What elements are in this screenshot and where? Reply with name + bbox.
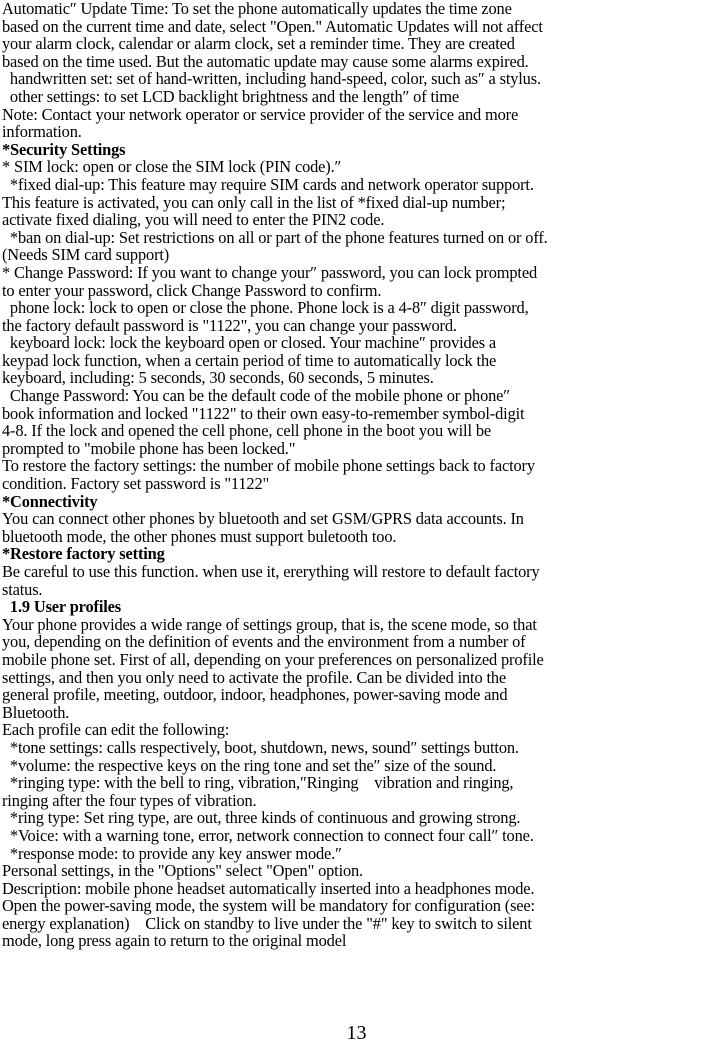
text-line: Description: mobile phone headset automatically inserted into a headphones mode. xyxy=(2,878,535,898)
text-line: mobile phone set. First of all, depending on your preferences on personalized profile xyxy=(2,649,544,669)
text-line: phone lock: lock to open or close the phone. Phone lock is a 4-8″ digit password, xyxy=(2,298,529,318)
page-number: 13 xyxy=(346,1022,367,1044)
text-line: Note: Contact your network operator or service provider of the service and more xyxy=(2,104,519,124)
text-line: 4-8. If the lock and opened the cell phone, cell phone in the boot you will be xyxy=(2,421,491,441)
text-line: Each profile can edit the following: xyxy=(2,720,230,740)
text-line: Bluetooth. xyxy=(2,702,70,722)
text-line: *ban on dial-up: Set restrictions on all or part of the phone features turned on or off. xyxy=(2,227,548,247)
text-line: Personal settings, in the "Options" select "Open" option. xyxy=(2,861,364,881)
text-line: * SIM lock: open or close the SIM lock (PIN code).″ xyxy=(2,157,342,177)
text-line: (Needs SIM card support) xyxy=(2,245,170,265)
text-line: *ringing type: with the bell to ring, vibration,″Ringing vibration and ringing, xyxy=(2,773,514,793)
text-line: This feature is activated, you can only call in the list of *fixed dial-up number; xyxy=(2,192,506,212)
section-heading: *Connectivity xyxy=(2,491,98,511)
text-line: bluetooth mode, the other phones must support buletooth too. xyxy=(2,526,397,546)
text-line: book information and locked "1122" to their own easy-to-remember symbol-digit xyxy=(2,403,525,423)
text-line: ringing after the four types of vibration. xyxy=(2,790,257,810)
document-page xyxy=(2,0,710,950)
text-line: keypad lock function, when a certain period of time to automatically lock the xyxy=(2,350,497,370)
section-heading: 1.9 User profiles xyxy=(2,597,122,617)
text-line: mode, long press again to return to the original model xyxy=(2,931,347,951)
text-line: Your phone provides a wide range of settings group, that is, the scene mode, so that xyxy=(2,614,537,634)
text-line: To restore the factory settings: the number of mobile phone settings back to factory xyxy=(2,456,535,476)
text-line: handwritten set: set of hand-written, including hand-speed, color, such as″ a stylus. xyxy=(2,69,541,89)
text-line: settings, and then you only need to activate the profile. Can be divided into the xyxy=(2,667,507,687)
text-line: based on the time used. But the automatic update may cause some alarms expired. xyxy=(2,51,529,71)
text-line: You can connect other phones by bluetooth and set GSM/GPRS data accounts. In xyxy=(2,509,524,529)
text-line: you, depending on the definition of events and the environment from a number of xyxy=(2,632,526,652)
text-line: status. xyxy=(2,579,43,599)
text-line: prompted to "mobile phone has been locked." xyxy=(2,438,296,458)
text-line: other settings: to set LCD backlight brightness and the length″ of time xyxy=(2,86,460,106)
text-line: keyboard lock: lock the keyboard open or closed. Your machine″ provides a xyxy=(2,333,496,353)
text-line: *tone settings: calls respectively, boot, shutdown, news, sound″ settings button. xyxy=(2,737,519,757)
text-line: Automatic″ Update Time: To set the phone automatically updates the time zone xyxy=(2,0,512,18)
text-line: *volume: the respective keys on the ring tone and set the″ size of the sound. xyxy=(2,755,497,775)
text-line: general profile, meeting, outdoor, indoor, headphones, power-saving mode and xyxy=(2,685,508,705)
text-line: Open the power-saving mode, the system will be mandatory for configuration (see: xyxy=(2,896,535,916)
text-line: to enter your password, click Change Password to confirm. xyxy=(2,280,382,300)
text-line: Be careful to use this function. when use it, ererything will restore to default factory xyxy=(2,562,540,581)
text-line: *Voice: with a warning tone, error, network connection to connect four call″ tone. xyxy=(2,825,534,845)
text-line: energy explanation) Click on standby to live under the "#" key to switch to silent xyxy=(2,913,532,933)
text-line: information. xyxy=(2,122,82,142)
text-line: * Change Password: If you want to change your″ password, you can lock prompted xyxy=(2,262,537,282)
text-line: Change Password: You can be the default code of the mobile phone or phone″ xyxy=(2,386,510,406)
section-heading: *Restore factory setting xyxy=(2,544,165,564)
text-line: *response mode: to provide any key answer mode.″ xyxy=(2,843,342,863)
section-heading: *Security Settings xyxy=(2,139,126,159)
text-line: based on the current time and date, select "Open." Automatic Updates will not affect xyxy=(2,16,543,36)
text-line: *fixed dial-up: This feature may require SIM cards and network operator support. xyxy=(2,174,534,194)
text-line: activate fixed dialing, you will need to enter the PIN2 code. xyxy=(2,210,385,230)
text-line: keyboard, including: 5 seconds, 30 seconds, 60 seconds, 5 minutes. xyxy=(2,368,434,388)
text-line: your alarm clock, calendar or alarm clock, set a reminder time. They are created xyxy=(2,34,515,54)
text-line: the factory default password is "1122", you can change your password. xyxy=(2,315,457,335)
text-line: *ring type: Set ring type, are out, three kinds of continuous and growing strong. xyxy=(2,808,521,828)
text-line: condition. Factory set password is "1122" xyxy=(2,474,270,494)
